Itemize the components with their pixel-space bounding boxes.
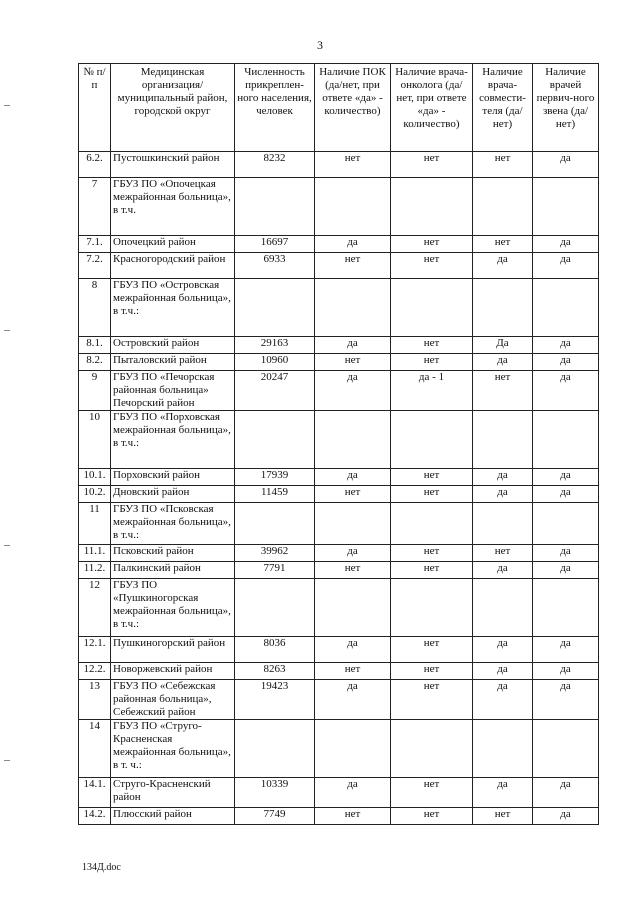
row-organization: Опочецкий район — [111, 236, 235, 253]
row-number: 7.2. — [79, 253, 111, 279]
row-population: 8036 — [235, 637, 315, 663]
row-oncologist — [391, 579, 473, 637]
row-pok — [315, 279, 391, 337]
header-pok: Наличие ПОК (да/нет, при ответе «да» - количество) — [315, 64, 391, 152]
row-population: 11459 — [235, 486, 315, 503]
row-organization: ГБУЗ ПО «Псковская межрайонная больница», в т.ч.: — [111, 503, 235, 545]
row-combined-doctor — [473, 579, 533, 637]
row-combined-doctor: да — [473, 663, 533, 680]
row-organization: ГБУЗ ПО «Порховская межрайонная больница», в т.ч.: — [111, 411, 235, 469]
footer-filename: 134Д.doc — [82, 862, 121, 873]
row-number: 10.1. — [79, 469, 111, 486]
row-number: 9 — [79, 371, 111, 411]
table-row — [79, 503, 599, 545]
row-combined-doctor — [473, 178, 533, 236]
row-pok: нет — [315, 152, 391, 178]
row-number: 13 — [79, 680, 111, 720]
row-pok: нет — [315, 486, 391, 503]
row-oncologist — [391, 503, 473, 545]
row-population: 29163 — [235, 337, 315, 354]
row-primary-doctors: да — [533, 354, 599, 371]
table-row — [79, 680, 599, 720]
row-primary-doctors — [533, 720, 599, 778]
row-primary-doctors: да — [533, 562, 599, 579]
row-combined-doctor: нет — [473, 152, 533, 178]
row-organization: Пустошкинский район — [111, 152, 235, 178]
row-organization: Плюсский район — [111, 808, 235, 825]
header-combined: Наличие врача-совмести-теля (да/нет) — [473, 64, 533, 152]
row-combined-doctor: Да — [473, 337, 533, 354]
row-pok: нет — [315, 808, 391, 825]
row-primary-doctors — [533, 503, 599, 545]
row-pok — [315, 720, 391, 778]
row-oncologist: нет — [391, 562, 473, 579]
row-combined-doctor — [473, 279, 533, 337]
table-row — [79, 337, 599, 354]
row-number: 8.2. — [79, 354, 111, 371]
row-combined-doctor: да — [473, 486, 533, 503]
table-row — [79, 562, 599, 579]
row-oncologist — [391, 720, 473, 778]
row-primary-doctors — [533, 279, 599, 337]
row-population: 7791 — [235, 562, 315, 579]
row-organization: ГБУЗ ПО «Островская межрайонная больница», в т.ч.: — [111, 279, 235, 337]
row-oncologist — [391, 411, 473, 469]
row-organization: ГБУЗ ПО «Струго-Красненская межрайонная больница», в т. ч.: — [111, 720, 235, 778]
row-pok: да — [315, 236, 391, 253]
table-row — [79, 486, 599, 503]
row-primary-doctors: да — [533, 663, 599, 680]
row-oncologist: нет — [391, 545, 473, 562]
row-number: 11.2. — [79, 562, 111, 579]
row-number: 7.1. — [79, 236, 111, 253]
row-pok — [315, 178, 391, 236]
table-row — [79, 778, 599, 808]
row-number: 11 — [79, 503, 111, 545]
row-oncologist: нет — [391, 637, 473, 663]
row-combined-doctor — [473, 411, 533, 469]
row-population: 10960 — [235, 354, 315, 371]
row-number: 14.1. — [79, 778, 111, 808]
table-row — [79, 236, 599, 253]
row-organization: Дновский район — [111, 486, 235, 503]
row-oncologist: нет — [391, 486, 473, 503]
table-row — [79, 178, 599, 236]
row-oncologist: нет — [391, 680, 473, 720]
page-number: 3 — [317, 38, 323, 52]
row-organization: Пушкиногорский район — [111, 637, 235, 663]
row-oncologist: нет — [391, 808, 473, 825]
row-population: 20247 — [235, 371, 315, 411]
table-row — [79, 720, 599, 778]
row-pok: да — [315, 637, 391, 663]
row-population — [235, 720, 315, 778]
row-organization: Островский район — [111, 337, 235, 354]
table-row — [79, 279, 599, 337]
table-row — [79, 152, 599, 178]
row-primary-doctors: да — [533, 371, 599, 411]
row-number: 10 — [79, 411, 111, 469]
row-oncologist — [391, 178, 473, 236]
row-population: 8263 — [235, 663, 315, 680]
row-combined-doctor: да — [473, 637, 533, 663]
row-number: 6.2. — [79, 152, 111, 178]
row-primary-doctors: да — [533, 152, 599, 178]
table-body — [79, 152, 599, 825]
row-combined-doctor: да — [473, 778, 533, 808]
row-primary-doctors — [533, 411, 599, 469]
row-organization: Псковский район — [111, 545, 235, 562]
row-combined-doctor: да — [473, 562, 533, 579]
row-combined-doctor: нет — [473, 545, 533, 562]
row-oncologist: нет — [391, 469, 473, 486]
row-organization: Порховский район — [111, 469, 235, 486]
table-row — [79, 469, 599, 486]
row-population: 19423 — [235, 680, 315, 720]
table-row — [79, 411, 599, 469]
row-population: 16697 — [235, 236, 315, 253]
row-oncologist — [391, 279, 473, 337]
row-pok — [315, 579, 391, 637]
row-pok: да — [315, 778, 391, 808]
row-organization: Красногородский район — [111, 253, 235, 279]
row-pok: нет — [315, 354, 391, 371]
table-row — [79, 663, 599, 680]
row-number: 8.1. — [79, 337, 111, 354]
row-oncologist: нет — [391, 778, 473, 808]
row-population: 7749 — [235, 808, 315, 825]
row-organization: ГБУЗ ПО «Пушкиногорская межрайонная больница», в т.ч.: — [111, 579, 235, 637]
row-pok — [315, 503, 391, 545]
row-oncologist: нет — [391, 253, 473, 279]
header-org: Медицинская организация/ муниципальный район, городской округ — [111, 64, 235, 152]
row-pok — [315, 411, 391, 469]
row-organization: Пыталовский район — [111, 354, 235, 371]
row-population — [235, 279, 315, 337]
row-primary-doctors: да — [533, 486, 599, 503]
row-number: 14 — [79, 720, 111, 778]
row-pok: да — [315, 545, 391, 562]
row-combined-doctor: да — [473, 680, 533, 720]
row-population — [235, 579, 315, 637]
header-primary: Наличие врачей первич-ного звена (да/нет) — [533, 64, 599, 152]
row-pok: нет — [315, 562, 391, 579]
row-organization: ГБУЗ ПО «Опочецкая межрайонная больница», в т.ч. — [111, 178, 235, 236]
row-pok: да — [315, 469, 391, 486]
row-number: 11.1. — [79, 545, 111, 562]
row-oncologist: да - 1 — [391, 371, 473, 411]
row-combined-doctor: нет — [473, 808, 533, 825]
row-number: 12.1. — [79, 637, 111, 663]
row-population: 10339 — [235, 778, 315, 808]
row-organization: ГБУЗ ПО «Печорская районная больница» Печорский район — [111, 371, 235, 411]
row-number: 12 — [79, 579, 111, 637]
row-population: 17939 — [235, 469, 315, 486]
table-header-row — [79, 64, 599, 152]
row-primary-doctors: да — [533, 808, 599, 825]
row-population — [235, 178, 315, 236]
row-combined-doctor — [473, 720, 533, 778]
table-row — [79, 808, 599, 825]
row-population — [235, 503, 315, 545]
row-pok: да — [315, 680, 391, 720]
table-row — [79, 253, 599, 279]
row-primary-doctors: да — [533, 469, 599, 486]
row-oncologist: нет — [391, 337, 473, 354]
row-pok: нет — [315, 663, 391, 680]
row-number: 14.2. — [79, 808, 111, 825]
table-row — [79, 371, 599, 411]
row-primary-doctors: да — [533, 337, 599, 354]
row-combined-doctor: нет — [473, 236, 533, 253]
table-row — [79, 545, 599, 562]
row-pok: да — [315, 337, 391, 354]
row-oncologist: нет — [391, 663, 473, 680]
row-organization: Палкинский район — [111, 562, 235, 579]
row-oncologist: нет — [391, 152, 473, 178]
row-primary-doctors: да — [533, 253, 599, 279]
table-row — [79, 354, 599, 371]
row-organization: ГБУЗ ПО «Себежская районная больница», Себежский район — [111, 680, 235, 720]
row-number: 10.2. — [79, 486, 111, 503]
table-row — [79, 637, 599, 663]
header-population: Численность прикреплен-ного населения, человек — [235, 64, 315, 152]
row-population: 8232 — [235, 152, 315, 178]
row-combined-doctor: нет — [473, 371, 533, 411]
table-row — [79, 579, 599, 637]
row-oncologist: нет — [391, 236, 473, 253]
row-combined-doctor: да — [473, 469, 533, 486]
row-primary-doctors: да — [533, 680, 599, 720]
row-population — [235, 411, 315, 469]
data-table — [78, 63, 599, 825]
row-combined-doctor — [473, 503, 533, 545]
row-primary-doctors — [533, 579, 599, 637]
row-primary-doctors — [533, 178, 599, 236]
header-oncologist: Наличие врача-онколога (да/нет, при ответе «да» - количество) — [391, 64, 473, 152]
row-primary-doctors: да — [533, 545, 599, 562]
row-organization: Новоржевский район — [111, 663, 235, 680]
row-population: 39962 — [235, 545, 315, 562]
row-number: 8 — [79, 279, 111, 337]
row-number: 7 — [79, 178, 111, 236]
row-pok: нет — [315, 253, 391, 279]
row-pok: да — [315, 371, 391, 411]
header-num: № п/п — [79, 64, 111, 152]
row-oncologist: нет — [391, 354, 473, 371]
row-combined-doctor: да — [473, 354, 533, 371]
row-organization: Струго-Красненский район — [111, 778, 235, 808]
row-combined-doctor: да — [473, 253, 533, 279]
row-primary-doctors: да — [533, 778, 599, 808]
row-population: 6933 — [235, 253, 315, 279]
row-primary-doctors: да — [533, 637, 599, 663]
row-primary-doctors: да — [533, 236, 599, 253]
row-number: 12.2. — [79, 663, 111, 680]
